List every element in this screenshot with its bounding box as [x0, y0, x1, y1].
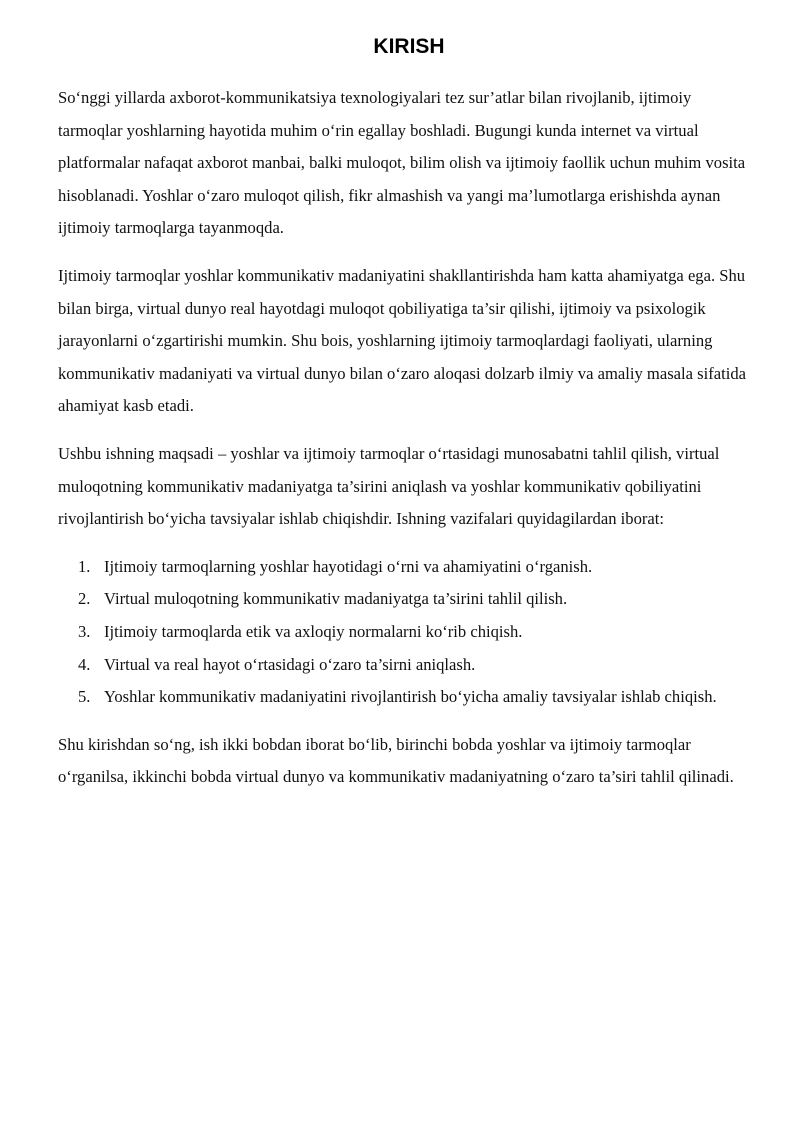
list-item-number: 3.: [78, 621, 91, 641]
list-item-text: Virtual muloqotning kommunikativ madaniyatga ta’sirini tahlil qilish.: [104, 589, 568, 609]
list-item: [58, 649, 748, 682]
list-item-number: 5.: [78, 687, 91, 707]
paragraph-goal: Ushbu ishning maqsadi – yoshlar va ijtimoiy tarmoqlar o‘rtasidagi munosabatni tahlil qilish, virtual muloqotning kommunikativ madaniyatga ta’sirini aniqlash va yoshlar kommunikativ qobiliyatini rivojlantirish bo‘yicha tavsiyalar ishlab chiqishdir. Ishning vazifalari quyidagilardan iborat:: [58, 443, 720, 529]
list-item: [58, 681, 748, 714]
list-item-number: 4.: [78, 654, 91, 674]
paragraph-importance: Ijtimoiy tarmoqlar yoshlar kommunikativ madaniyatini shakllantirishda ham katta ahamiyatga ega. Shu bilan birga, virtual dunyo real hayotdagi muloqot qobiliyatiga ta’sir qilishi, ijtimoiy va psixologik jarayonlarni o‘zgartirishi mumkin. Shu bois, yoshlarning ijtimoiy tarmoqlardagi faoliyati, ularning kommunikativ madaniyati va virtual dunyo bilan o‘zaro aloqasi dolzarb ilmiy va amaliy masala sifatida ahamiyat kasb etadi.: [58, 265, 746, 416]
paragraph-closing: Shu kirishdan so‘ng, ish ikki bobdan iborat bo‘lib, birinchi bobda yoshlar va ijtimoiy tarmoqlar o‘rganilsa, ikkinchi bobda virtual dunyo va kommunikativ madaniyatning o‘zaro ta’siri tahlil qilinadi.: [58, 734, 734, 787]
list-item: [58, 583, 748, 616]
tasks-list: [58, 551, 748, 714]
list-item-text: Ijtimoiy tarmoqlarning yoshlar hayotidagi o‘rni va ahamiyatini o‘rganish.: [104, 556, 593, 576]
list-item-number: 1.: [78, 556, 91, 576]
list-item-text: Yoshlar kommunikativ madaniyatini rivojlantirish bo‘yicha amaliy tavsiyalar ishlab chiqish.: [104, 687, 717, 707]
list-item-number: 2.: [78, 589, 91, 609]
list-item: [58, 551, 748, 584]
page-title: KIRISH: [373, 35, 445, 58]
paragraph-intro: So‘nggi yillarda axborot-kommunikatsiya texnologiyalari tez sur’atlar bilan rivojlanib, ijtimoiy tarmoqlar yoshlarning hayotida muhim o‘rin egallay boshladi. Bugungi kunda internet va virtual platformalar nafaqat axborot manbai, balki muloqot, bilim olish va ijtimoiy faollik uchun muhim vosita hisoblanadi. Yoshlar o‘zaro muloqot qilish, fikr almashish va yangi ma’lumotlarga erishishda aynan ijtimoiy tarmoqlarga tayanmoqda.: [58, 88, 746, 238]
document-body: [58, 82, 748, 809]
list-item-text: Virtual va real hayot o‘rtasidagi o‘zaro ta’sirni aniqlash.: [104, 654, 476, 674]
list-item: [58, 616, 748, 649]
list-item-text: Ijtimoiy tarmoqlarda etik va axloqiy normalarni ko‘rib chiqish.: [104, 621, 523, 641]
